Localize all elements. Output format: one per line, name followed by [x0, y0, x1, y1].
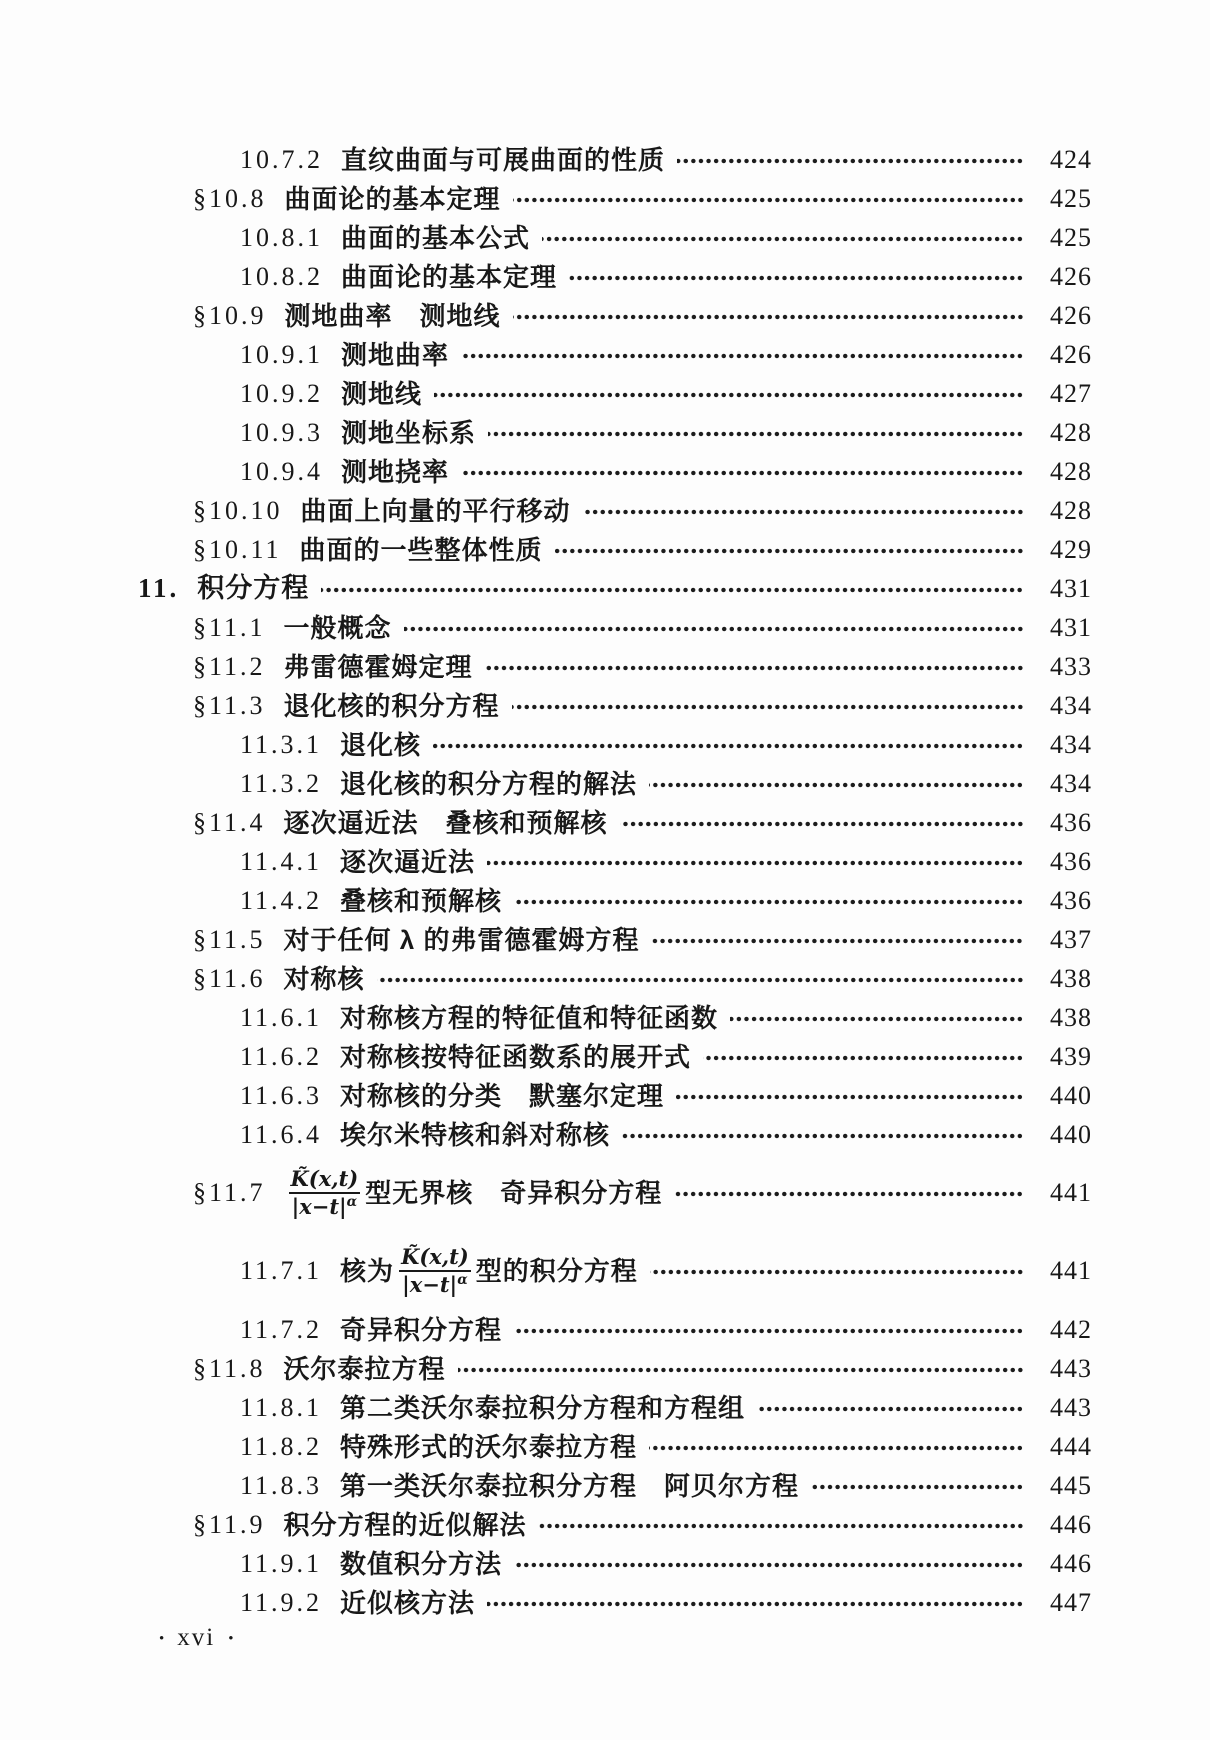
- toc-entry-page-number: 434: [1050, 768, 1092, 798]
- toc-entry-number: 11.8.3: [240, 1470, 323, 1500]
- toc-entry-page-number: 447: [1050, 1587, 1092, 1617]
- toc-entry-page-number: 425: [1050, 222, 1092, 252]
- dot-leader: [458, 1363, 1024, 1377]
- toc-entry: [0, 1388, 1092, 1427]
- dot-leader: [512, 700, 1024, 714]
- toc-entry: [0, 1583, 1092, 1622]
- toc-entry-title: 埃尔米特核和斜对称核: [340, 1119, 611, 1150]
- toc-entry-number: 11.9.2: [240, 1587, 323, 1617]
- toc-entry-number: 11.3.2: [240, 768, 323, 798]
- toc-entry: [0, 959, 1092, 998]
- toc-entry-page-number: 434: [1050, 690, 1092, 720]
- fraction-numerator: K̃(x,t): [290, 1165, 359, 1191]
- toc-entry: [0, 140, 1092, 179]
- dot-leader: [730, 1012, 1024, 1026]
- toc-entry-number: 11.3.1: [240, 729, 323, 759]
- fraction-numerator: K̃(x,t): [401, 1243, 469, 1269]
- table-of-contents: [0, 140, 1092, 1622]
- toc-entry-number: 11.6.1: [240, 1002, 323, 1032]
- toc-entry: [0, 1427, 1092, 1466]
- dot-leader: [404, 622, 1024, 636]
- dot-leader: [513, 310, 1024, 324]
- toc-entry: [0, 413, 1092, 452]
- toc-entry-page-number: 436: [1050, 807, 1092, 837]
- toc-entry-title: 曲面的基本公式: [341, 222, 531, 253]
- toc-entry-title: 积分方程: [197, 573, 310, 603]
- toc-entry: [0, 179, 1092, 218]
- dot-leader: [651, 934, 1024, 948]
- fraction-exponent: α: [346, 1194, 358, 1210]
- toc-entry-title: 曲面论的基本定理: [341, 261, 558, 292]
- toc-entry-number: §10.9: [193, 300, 267, 330]
- toc-entry-number: §11.7: [193, 1178, 266, 1207]
- toc-entry: [0, 764, 1092, 803]
- dot-leader: [677, 154, 1024, 168]
- toc-entry-number: §11.8: [193, 1353, 266, 1383]
- toc-entry-title: [284, 1167, 663, 1219]
- toc-entry-title: 对称核方程的特征值和特征函数: [340, 1002, 719, 1033]
- toc-entry-number: 11.8.2: [240, 1431, 323, 1461]
- title-suffix: 型无界核 奇异积分方程: [365, 1178, 663, 1208]
- toc-entry: [0, 1544, 1092, 1583]
- toc-entry-page-number: 433: [1050, 651, 1092, 681]
- page-footer: [146, 1624, 246, 1652]
- toc-entry-page-number: 424: [1050, 144, 1092, 174]
- toc-entry-title: 曲面的一些整体性质: [299, 534, 543, 565]
- dot-leader: [433, 739, 1024, 753]
- toc-entry-page-number: 431: [1050, 573, 1092, 603]
- toc-entry-title: 沃尔泰拉方程: [283, 1353, 446, 1384]
- dot-leader: [649, 778, 1024, 792]
- toc-entry-title: 对称核按特征函数系的展开式: [340, 1041, 692, 1072]
- toc-entry-number: 11.4.2: [240, 885, 323, 915]
- toc-entry-page-number: 438: [1050, 963, 1092, 993]
- toc-entry: [0, 881, 1092, 920]
- dot-leader: [321, 583, 1024, 597]
- toc-entry-page-number: 436: [1050, 885, 1092, 915]
- toc-entry-title: 弗雷德霍姆定理: [283, 651, 473, 682]
- dot-leader: [514, 895, 1024, 909]
- toc-entry-title: 曲面论的基本定理: [284, 183, 501, 214]
- dot-leader: [542, 232, 1024, 246]
- toc-entry-page-number: 428: [1050, 456, 1092, 486]
- toc-entry-page-number: 446: [1050, 1548, 1092, 1578]
- toc-entry-number: 11.6.3: [240, 1080, 323, 1110]
- dot-leader: [487, 856, 1024, 870]
- toc-entry-title: 叠核和预解核: [340, 885, 503, 916]
- toc-entry: [0, 686, 1092, 725]
- toc-entry: [0, 842, 1092, 881]
- footer-left-dot-icon: •: [159, 1631, 165, 1647]
- toc-entry: [0, 452, 1092, 491]
- toc-entry-page-number: 440: [1050, 1080, 1092, 1110]
- dot-leader: [539, 1519, 1024, 1533]
- toc-entry-page-number: 443: [1050, 1353, 1092, 1383]
- toc-entry-title: 对称核的分类 默塞尔定理: [340, 1080, 665, 1111]
- toc-entry-number: 11.6.4: [240, 1119, 323, 1149]
- toc-entry-title: 逐次逼近法 叠核和预解核: [283, 807, 608, 838]
- toc-entry-title: 测地坐标系: [341, 417, 477, 448]
- dot-leader: [485, 661, 1024, 675]
- toc-entry-number: §11.4: [193, 807, 266, 837]
- folio-page-number: xvi: [177, 1624, 216, 1651]
- toc-entry: [0, 1349, 1092, 1388]
- toc-entry-number: 11.9.1: [240, 1548, 323, 1578]
- toc-entry-number: §11.5: [193, 924, 266, 954]
- dot-leader: [674, 1187, 1024, 1201]
- toc-entry: [0, 803, 1092, 842]
- toc-entry-number: §11.2: [193, 651, 266, 681]
- toc-entry-page-number: 445: [1050, 1470, 1092, 1500]
- toc-entry-number: 11.: [138, 573, 180, 603]
- toc-entry: [0, 1076, 1092, 1115]
- toc-entry: [0, 218, 1092, 257]
- fraction-denominator: $|x-t|^\alpha$: [399, 1270, 471, 1297]
- toc-entry-page-number: 425: [1050, 183, 1092, 213]
- toc-entry-title: 测地线: [341, 378, 423, 409]
- toc-entry: [0, 920, 1092, 959]
- toc-entry-number: §11.3: [193, 690, 266, 720]
- title-suffix: 型的积分方程: [475, 1256, 638, 1286]
- fraction-denominator: $|x-t|^\alpha$: [289, 1192, 361, 1219]
- toc-entry-title: 退化核的积分方程: [283, 690, 500, 721]
- toc-entry: [0, 998, 1092, 1037]
- toc-entry-page-number: 446: [1050, 1509, 1092, 1539]
- dot-leader: [513, 193, 1024, 207]
- toc-entry-page-number: 438: [1050, 1002, 1092, 1032]
- fraction: [397, 1245, 473, 1297]
- dot-leader: [649, 1441, 1024, 1455]
- toc-entry-number: 10.7.2: [240, 144, 323, 174]
- toc-entry: [0, 608, 1092, 647]
- toc-entry-page-number: 437: [1050, 924, 1092, 954]
- toc-entry: [0, 530, 1092, 569]
- toc-entry-number: 10.9.2: [240, 378, 323, 408]
- toc-entry-title: 逐次逼近法: [340, 846, 476, 877]
- toc-entry-number: 10.9.1: [240, 339, 323, 369]
- dot-leader: [461, 466, 1024, 480]
- dot-leader: [650, 1265, 1024, 1279]
- toc-entry-title: 直纹曲面与可展曲面的性质: [341, 144, 666, 175]
- dot-leader: [434, 388, 1024, 402]
- toc-entry-title: 积分方程的近似解法: [283, 1509, 527, 1540]
- toc-entry-title: 一般概念: [283, 612, 392, 643]
- toc-entry: [0, 1232, 1092, 1310]
- toc-entry-number: §11.6: [193, 963, 266, 993]
- toc-entry-page-number: 426: [1050, 339, 1092, 369]
- toc-entry-number: 11.7.2: [240, 1314, 323, 1344]
- toc-entry-page-number: 434: [1050, 729, 1092, 759]
- toc-entry-number: 11.6.2: [240, 1041, 323, 1071]
- toc-entry-number: §11.9: [193, 1509, 266, 1539]
- toc-entry-number: §10.8: [193, 183, 267, 213]
- toc-entry-page-number: 436: [1050, 846, 1092, 876]
- dot-leader: [811, 1480, 1024, 1494]
- toc-entry-title: 对称核: [283, 963, 365, 994]
- toc-entry-number: §10.11: [193, 534, 282, 564]
- toc-entry-title: 奇异积分方程: [340, 1314, 503, 1345]
- toc-entry: [0, 569, 1092, 608]
- toc-entry-page-number: 429: [1050, 534, 1092, 564]
- toc-entry-number: 10.9.4: [240, 456, 323, 486]
- toc-entry-title: 测地挠率: [341, 456, 450, 487]
- toc-entry-title: [340, 1245, 638, 1297]
- toc-entry-page-number: 440: [1050, 1119, 1092, 1149]
- dot-leader: [622, 1129, 1024, 1143]
- toc-entry-number: 11.4.1: [240, 846, 323, 876]
- toc-entry: [0, 1037, 1092, 1076]
- toc-entry-title: 测地曲率 测地线: [284, 300, 501, 331]
- toc-entry-title: 退化核的积分方程的解法: [340, 768, 638, 799]
- toc-entry-title: 特殊形式的沃尔泰拉方程: [340, 1431, 638, 1462]
- toc-entry-title: 对于任何 λ 的弗雷德霍姆方程: [283, 924, 640, 955]
- dot-leader: [514, 1558, 1024, 1572]
- toc-entry-number: 10.8.2: [240, 261, 323, 291]
- toc-entry-page-number: 441: [1050, 1178, 1092, 1207]
- dot-leader: [703, 1051, 1024, 1065]
- toc-entry-number: §10.10: [193, 495, 283, 525]
- toc-entry: [0, 1466, 1092, 1505]
- toc-entry: [0, 1310, 1092, 1349]
- toc-entry-title: 曲面上向量的平行移动: [300, 495, 571, 526]
- toc-entry: [0, 1115, 1092, 1154]
- dot-leader: [487, 1597, 1024, 1611]
- title-prefix: 核为: [340, 1256, 395, 1286]
- toc-entry: [0, 647, 1092, 686]
- toc-entry-title: 近似核方法: [340, 1587, 476, 1618]
- toc-entry-title: 第二类沃尔泰拉积分方程和方程组: [340, 1392, 746, 1423]
- toc-entry-page-number: 441: [1050, 1256, 1092, 1285]
- toc-entry: [0, 1505, 1092, 1544]
- toc-entry-title: 退化核: [340, 729, 422, 760]
- toc-entry-page-number: 442: [1050, 1314, 1092, 1344]
- toc-entry-page-number: 428: [1050, 417, 1092, 447]
- toc-entry-number: §11.1: [193, 612, 266, 642]
- toc-entry-page-number: 431: [1050, 612, 1092, 642]
- toc-entry-page-number: 443: [1050, 1392, 1092, 1422]
- toc-entry-title: 测地曲率: [341, 339, 450, 370]
- dot-leader: [377, 973, 1024, 987]
- toc-entry: [0, 296, 1092, 335]
- toc-entry: [0, 1154, 1092, 1232]
- dot-leader: [583, 505, 1024, 519]
- toc-entry-title: 第一类沃尔泰拉积分方程 阿贝尔方程: [340, 1470, 800, 1501]
- footer-right-dot-icon: •: [228, 1631, 234, 1647]
- toc-entry-title: 数值积分方法: [340, 1548, 503, 1579]
- dot-leader: [676, 1090, 1024, 1104]
- dot-leader: [620, 817, 1024, 831]
- toc-entry-page-number: 426: [1050, 261, 1092, 291]
- toc-entry-page-number: 426: [1050, 300, 1092, 330]
- dot-leader: [461, 349, 1024, 363]
- toc-entry-page-number: 444: [1050, 1431, 1092, 1461]
- toc-entry: [0, 374, 1092, 413]
- dot-leader: [555, 544, 1024, 558]
- dot-leader: [488, 427, 1024, 441]
- toc-entry-number: 11.8.1: [240, 1392, 323, 1422]
- fraction-exponent: α: [457, 1272, 468, 1288]
- toc-entry-page-number: 427: [1050, 378, 1092, 408]
- fraction: [287, 1167, 363, 1219]
- dot-leader: [514, 1324, 1024, 1338]
- toc-entry: [0, 491, 1092, 530]
- toc-entry-number: 10.8.1: [240, 222, 323, 252]
- toc-entry: [0, 725, 1092, 764]
- dot-leader: [569, 271, 1024, 285]
- toc-entry-number: 11.7.1: [240, 1256, 323, 1285]
- toc-entry: [0, 257, 1092, 296]
- toc-entry-number: 10.9.3: [240, 417, 323, 447]
- toc-entry-page-number: 439: [1050, 1041, 1092, 1071]
- toc-entry-page-number: 428: [1050, 495, 1092, 525]
- toc-entry: [0, 335, 1092, 374]
- dot-leader: [757, 1402, 1024, 1416]
